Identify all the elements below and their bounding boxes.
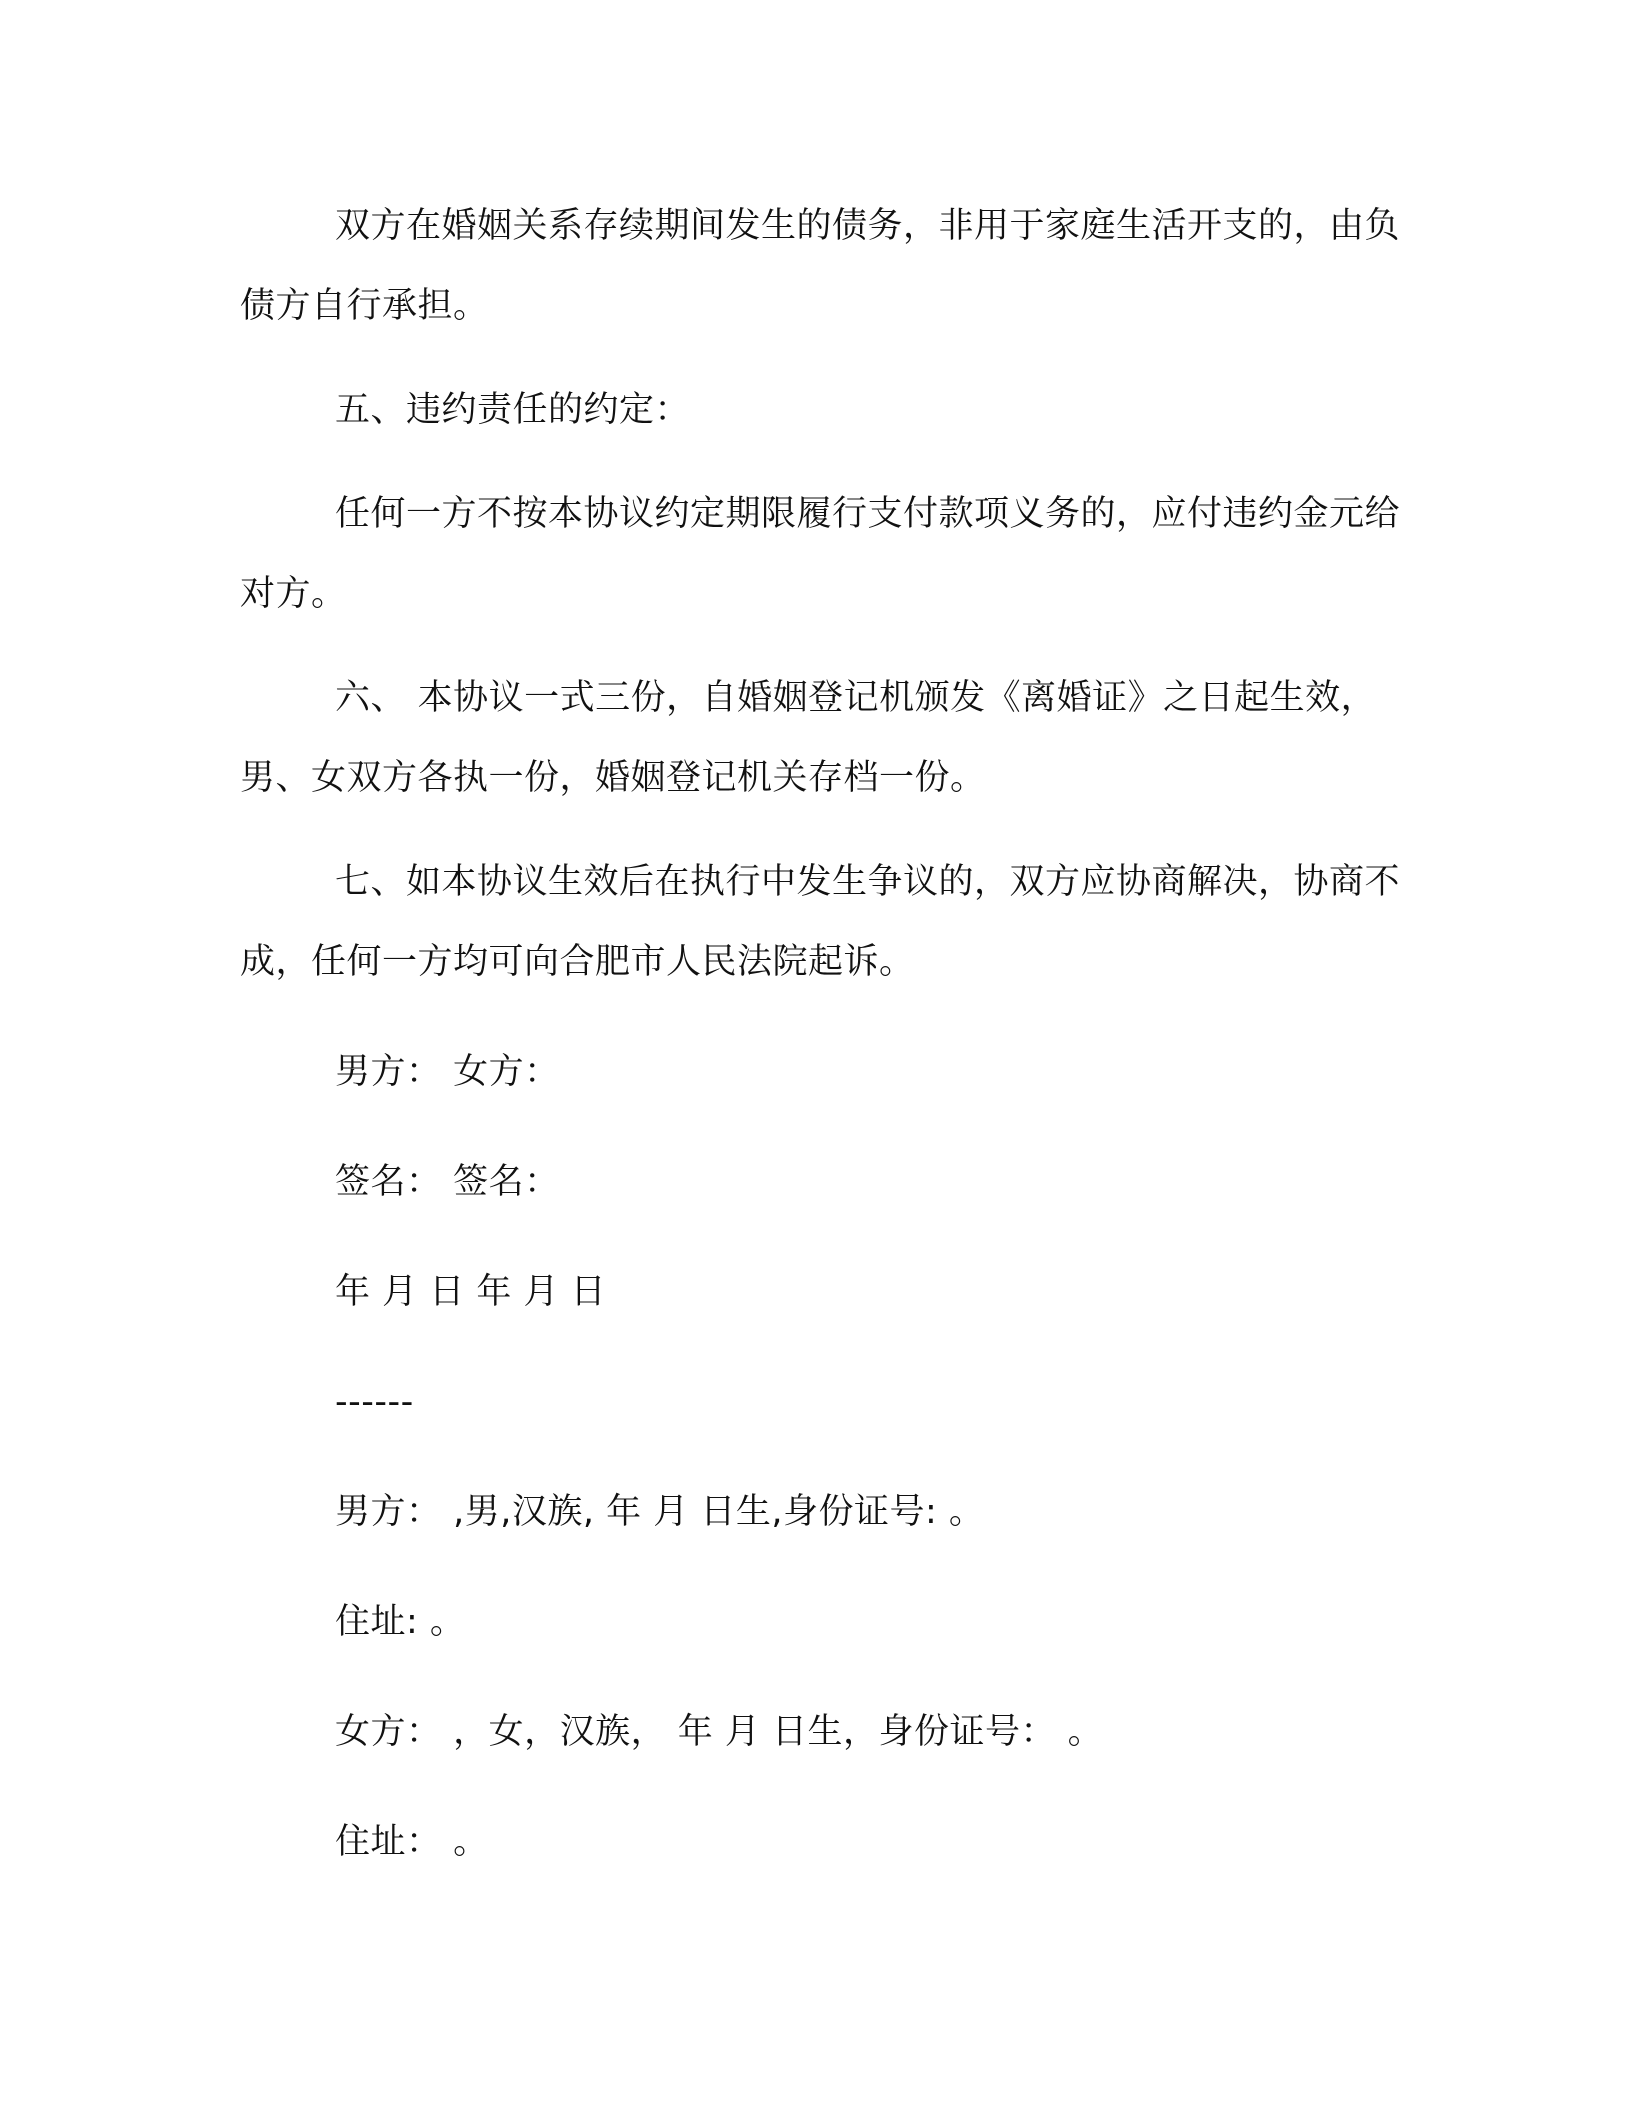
document-body xyxy=(240,186,1420,1882)
paragraph-debt: 双方在婚姻关系存续期间发生的债务，非用于家庭生活开支的，由负债方自行承担。 xyxy=(240,206,1401,326)
signature-labels: 签名： 签名： xyxy=(335,1162,560,1202)
separator-line: ------ xyxy=(335,1382,414,1422)
female-address: 住址： 。 xyxy=(335,1822,489,1862)
paragraph-section-5-heading: 五、违约责任的约定： xyxy=(335,390,691,430)
date-labels: 年 月 日 年 月 日 xyxy=(335,1272,607,1312)
paragraph-section-7: 七、如本协议生效后在执行中发生争议的，双方应协商解决，协商不成，任何一方均可向合肥市人民法院起诉。 xyxy=(240,862,1401,982)
female-party-info: 女方： ，女，汉族， 年 月 日生，身份证号： 。 xyxy=(335,1712,1104,1752)
paragraph-breach: 任何一方不按本协议约定期限履行支付款项义务的，应付违约金元给对方。 xyxy=(240,494,1401,614)
male-address: 住址: 。 xyxy=(335,1602,466,1642)
male-party-info: 男方： ,男,汉族, 年 月 日生,身份证号: 。 xyxy=(335,1492,985,1532)
party-labels: 男方： 女方： xyxy=(335,1052,560,1092)
paragraph-section-6: 六、 本协议一式三份，自婚姻登记机颁发《离婚证》之日起生效，男、女双方各执一份，婚姻登记机关存档一份。 xyxy=(240,678,1377,798)
